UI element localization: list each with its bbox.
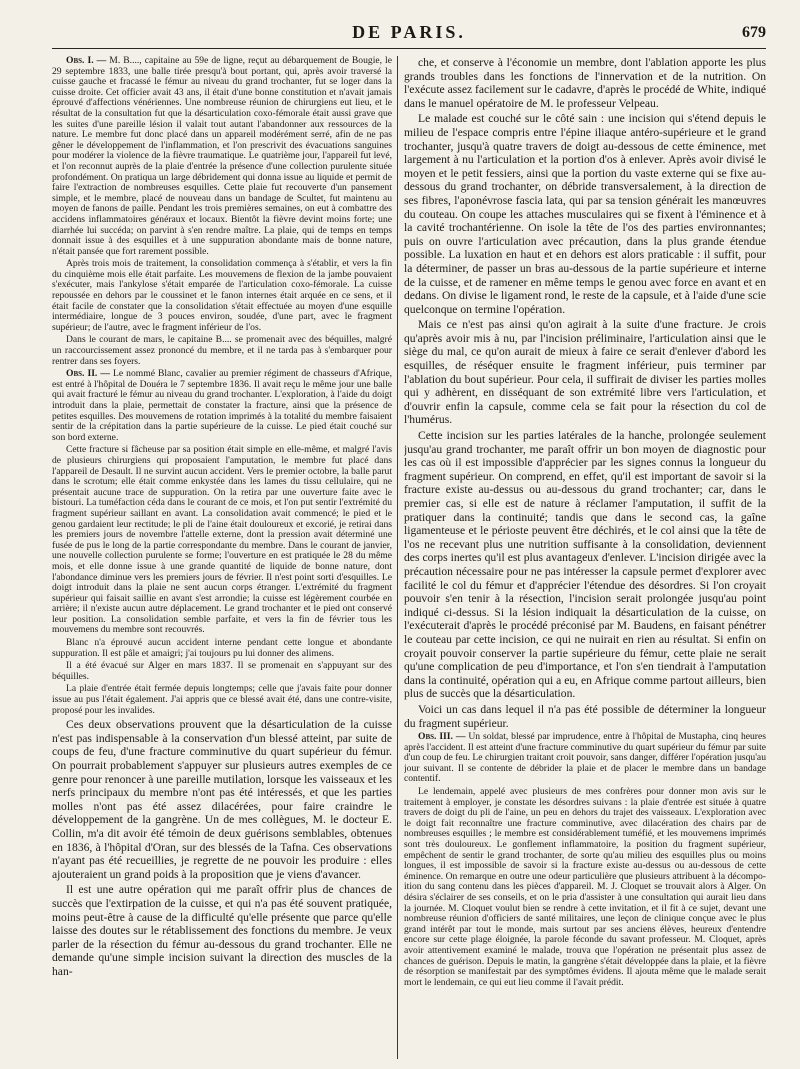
paragraph-text: M. B...., capitaine au 59e de ligne, reçut au débarquement de Bougie, le 29 septembre 1833, une balle tirée presqu'à bout portant, qui, après avoir traversé la cuisse gauche et fracassé le fémur au niveau du grand trochanter, fut se loger dans la cuisse droite. Cet officier avait 43 ans, il était d'une bonne constitution et n'avait jamais éprouvé d'affections vénériennes. Une nombreuse réunion de chirurgiens eut lieu, et le résultat de la consultation fut que la désarticulation coxo-fémorale était aussi grave que les suites d'une pareille lésion il valait tout autant l'abandonner aux ressources de la nature. Le membre fut donc placé dans un appareil modérément serré, afin de ne pas gêner le développement de l'inflammation, et l'on prescrivit des évacuations sanguines pour modérer la violence de la fièvre traumatique. Le quatrième jour, l'appareil fut levé, et l'on reconnut auprès de la plaie d'entrée la présence d'une collection purulente située profondément. On pratiqua un large débridement qui donna issue au liquide et permit de faire l'extraction de nombreuses esquilles. Cette plaie fut recouverte d'un pansement simple, et le membre, placé de nouveau dans un bandage de Scultet, fut maintenu au moyen de fanons de paille. Pendant les trois premières semaines, on eut à combattre des accidens inflammatoires généraux et locaux. Bientôt la fièvre devint moins forte; une diarrhée lui succéda; on parvint à s'en rendre maître. La plaie, qui de temps en temps donnait issue à des esquilles et à une suppuration abondante mais de bonne nature, n'était pansée que fort rarement possible.: [52, 56, 392, 257]
paragraph: [52, 661, 392, 682]
paragraph-text: Un soldat, blessé par imprudence, entre à l'hôpital de Mustapha, cinq heures après l'accident. Il est atteint d'une fracture comminutive du quart supérieur du fémur par suite d'un coup de feu. Le chirurgien traitant croit pouvoir, sans danger, différer l'opération jusqu'au jour suivant. Il se contente de débrider la plaie et de placer le membre dans un bandage contentif.: [404, 731, 766, 785]
newspaper-page: [52, 14, 766, 1059]
observation-label: Obs. III. —: [418, 731, 466, 743]
paragraph: Voici un cas dans lequel il n'a pas été possible de déterminer la longueur du fragment supérieur.: [404, 702, 766, 730]
paragraph: [52, 445, 392, 636]
observations-block-right: [404, 732, 766, 988]
observation-label: Obs. I. —: [66, 56, 107, 66]
page-number: 679: [742, 24, 766, 41]
discussion-block-right: [404, 56, 766, 730]
paragraph: Mais ce n'est pas ainsi qu'on agirait à la suite d'une fracture. Je crois qu'après avoir mis à nu, par l'incision préliminaire, l'articulation ainsi que le siège du mal, ce qu'on aurait de mieux à faire ce serait d'enlever d'abord les esquilles, de réséquer ensuite le fragment inférieur, puis terminer par l'ablation du bout supérieur. Pour cela, il suffirait de diviser les parties molles qui y adhèrent, en disséquant de son extrémité libre vers l'articulation, et d'ouvrir enfin la capsule, comme cela se fait pour la résection du col de l'humérus.: [404, 318, 766, 427]
paragraph: [52, 684, 392, 716]
paragraph: [52, 259, 392, 333]
paragraph-text: Dans le courant de mars, le capitaine B.... se promenait avec des béquilles, malgré un raccourcissement assez prononcé du membre, et il ne tarda pas à s'embarquer pour rentrer dans ses foyers.: [52, 334, 392, 367]
paragraph: [404, 787, 766, 988]
paragraph-text: La plaie d'entrée était fermée depuis longtemps; celle que j'avais faite pour donner issue au pus l'était également. J'ai appris que ce blessé avait été, dans une contre-visite, proposé pour les invalides.: [52, 683, 392, 716]
page-title: DE PARIS.: [352, 22, 466, 42]
paragraph-text: Cette fracture si fâcheuse par sa position était simple en elle-même, et malgré l'avis de plusieurs chirurgiens qui proposaient l'amputation, le membre fut placé dans l'appareil de Desault. Il ne survint aucun accident. Vers le premier octobre, la balle parut dans le scrotum; elle était comme enkystée dans les lames du tissu cellulaire, qui ne présentait aucune trace de suppuration. On la retira par une ouverture faite avec le bistouri. La tuméfaction céda dans le courant de ce mois, et l'on put sentir l'extrémité du fragment supérieur saillant en avant. La consolidation avait commencé; le pied et le genou gardaient leur rectitude; le pli de l'aine était douloureux et excorié, je retirai dans les premiers jours de novembre l'attelle externe, dont la pression avait déterminé une fusée de pus le long de la partie correspondante du membre. Dans le courant de janvier, une nouvelle collection purulente se forme; l'ouverture en est pratiquée le 28 du même mois, et elle donne issue à une grande quantité de liquide de bonne nature, dont l'abondance diminue vers les premiers jours de février. Il n'est point sorti d'esquilles. Le doigt introduit dans la plaie ne sent aucun corps étranger. L'extrémité du fragment supérieur qui faisait saillie en avant s'est arrondie; la cuisse est légèrement courbée en arrière; il n'existe aucun autre déplacement. Le grand trochanter et le pied ont conservé leur position. La consolidation semble parfaite, et vers la fin de février tous les mouvemens du membre sont recouvrés.: [52, 444, 392, 636]
paragraph: Il est une autre opération qui me paraît offrir plus de chances de succès que l'extirpation de la cuisse, et qui n'a pas été souvent pratiquée, moins peut-être à cause de la difficulté qu'elle présente que parce qu'elle laisse des doutes sur le rétablissement des fonctions du membre. Je veux parler de la résection du fémur au-dessous du grand trochanter. Elle ne demande qu'une simple incision suivant la direction des muscles de la han-: [52, 883, 392, 978]
text-columns: [52, 56, 766, 1059]
paragraph: [52, 638, 392, 659]
observations-block-left: [52, 56, 392, 716]
paragraph-text: Blanc n'a éprouvé aucun accident interne pendant cette longue et abondante suppuration. Il est pâle et amaigri; j'ai toujours pu lui donner des alimens.: [52, 637, 392, 659]
page-header: [52, 14, 766, 49]
column-rule: [397, 56, 398, 1059]
paragraph-text: Il a été évacué sur Alger en mars 1837. Il se promenait en s'appuyant sur des béquilles.: [52, 660, 392, 682]
paragraph-text: Le nommé Blanc, cavalier au premier régiment de chasseurs d'Afrique, est entré à l'hôpital de Douéra le 7 septembre 1836. Il avait reçu le même jour une balle qui avait fracturé le fémur au niveau du grand trochanter. L'exploration, à l'aide du doigt introduit dans la plaie, permettait de constater la fracture, ainsi que la présence de petites esquilles. Des mouvemens de rotation imprimés à la totalité du membre faisaient sentir de la crépitation dans la partie supérieure de la cuisse. Le pied était couché sur son bord externe.: [52, 368, 392, 443]
paragraph: [52, 335, 392, 367]
discussion-block-left: [52, 718, 392, 978]
paragraph: [52, 56, 392, 257]
paragraph: che, et conserve à l'économie un membre, dont l'ablation apporte les plus grands troubles dans les fonctions de l'innervation et de la nutrition. On l'exécute assez facilement sur le cadavre, d'après le procédé de White, indiqué dans le manuel opératoire de M. le professeur Velpeau.: [404, 56, 766, 110]
paragraph: Cette incision sur les parties latérales de la hanche, prolongée seulement jusqu'au grand trochanter, me paraît offrir un bon moyen de diagnostic pour les cas où il est impossible d'apprécier par les signes connus la longueur du fragment supérieur. On comprend, en effet, qu'il est important de savoir si la fracture existe au-dessus ou au-dessous du grand trochanter; car, dans le premier cas, si elle est de nature à réclamer l'amputation, il suffit de la pratiquer dans la continuité; tandis que dans le second cas, la gaîne ligamenteuse et le périoste peuvent être déchirés, et le col ainsi que la tête de l'os ne recevant plus une nutrition suffisante à la consolidation, deviennent des corps inertes qu'il est plus avantageux d'enlever. L'incision dirigée avec la précaution nécessaire pour ne pas intéresser la capsule permet d'explorer avec facilité le col du fémur et d'apprécier l'étendue des désordres. Si l'on croyait pouvoir s'en tenir à la résection, l'incision serait prolongée jusqu'au point indiqué ci-dessus. Si la lésion indiquait la désarticulation de la cuisse, on l'exécuterait d'après le procédé préconisé par M. Baudens, en faisant pénétrer le couteau par cette incision, ce qui ne nuirait en rien au résultat. Si enfin on croyait pouvoir conserver la partie supérieure du fémur, cette plaie ne serait qu'une complication de peu d'importance, et l'on s'en tiendrait à l'amputation dans la continuité, opération qui a eu, en Afrique comme partout ailleurs, bien plus de succès que la désarticulation.: [404, 429, 766, 701]
paragraph: Le malade est couché sur le côté sain : une incision qui s'étend depuis le milieu de l'espace compris entre l'épine iliaque antéro-supérieure et le grand trochanter, jusqu'à quatre travers de doigt au-dessous de cette éminence, met largement à nu l'articulation et la portion d'os à enlever. Après avoir divisé le moyen et le petit fessiers, ainsi que la portion du vaste externe qui se fixe au-dessous du grand trochanter, on débride transversalement, à la direction de ses fibres, l'aponévrose fascia lata, qui par sa tension générait les manœuvres du couteau. On coupe les attaches musculaires qui se fixent à l'éminence et à la cavité trochantérienne. On isole la tête de l'os des parties environnantes; puis on ouvre l'articulation avec précaution, dans la plus grande étendue possible. La luxation en haut et en dehors est alors praticable : il suffit, pour la déterminer, de passer un bras au-dessous de la partie supérieure et interne de la cuisse, et de ramener en même temps le genou avec force en avant et en dedans. On divise le ligament rond, le reste de la capsule, et à l'aide d'une scie quelconque on termine l'opération.: [404, 112, 766, 316]
paragraph: [52, 369, 392, 443]
observation-label: Obs. II. —: [66, 368, 110, 380]
paragraph-text: Après trois mois de traitement, la consolidation commença à s'établir, et vers la fin du cinquième mois elle était parfaite. Les mouvemens de flexion de la jambe pouvaient s'exécuter, mais l'ankylose s'était emparée de l'articulation coxo-fémorale. La cuisse repoussée en dehors par le coussinet et le fanon internes était arquée en ce sens, et il était facile de constater que la consolidation s'était effectuée au moyen d'une esquille intermédiaire, longue de 3 pouces environ, soudée, d'une part, avec le fragment supérieur; de l'autre, avec le fragment inférieur de l'os.: [52, 258, 392, 333]
paragraph-text: Le lendemain, appelé avec plusieurs de mes confrères pour donner mon avis sur le traitement à employer, je constate les désordres suivans : la plaie d'entrée est située à quatre travers de doigt du pli de l'aine, un peu en dehors du trajet des vaisseaux. L'exploration avec le doigt fait reconnaître une fracture comminutive, avec dilacération des chairs par de nombreuses esquilles ; le membre est considérablement tuméfié, et les mouvemens imprimés sont très douloureux. Le gonflement inflammatoire, la position du fragment supérieur, empêchent de sentir le grand trochanter, de sorte qu'au milieu des esquilles plus ou moins longues, il est impossible de savoir si la fracture existe au-dessus ou au-dessous de cette éminence. On remarque en outre une odeur particulière que plusieurs attribuent à la décompo-ition du sang contenu dans les pièces d'appareil. M. J. Cloquet se trouvait alors à Alger. On désira s'éclairer de ses conseils, et on le pria d'assister à une consultation qui aurait lieu dans la journée. M. Cloquet voulut bien se rendre à cette invitation, et il fit à ce sujet, devant une nombreuse réunion d'officiers de santé militaires, une leçon de clinique conçue avec le plus grand intérêt par tout le monde, mais surtout par ses anciens élèves, heureux d'entendre encore sur cette plage éloignée, la parole féconde du savant professeur. M. Cloquet, après avoir attentivement examiné le malade, trouva que l'opération ne présentait plus assez de chances de guérison. Depuis le matin, la gangrène s'était développée dans la plaie, et la fièvre de résorption se manifestait par des symptômes évidens. Il ajouta même que le malade serait mort le lendemain, ce qui eut lieu comme il l'avait prédit.: [404, 786, 766, 988]
left-column: [52, 56, 392, 1059]
right-column: [404, 56, 766, 1059]
paragraph: [404, 732, 766, 785]
paragraph: Ces deux observations prouvent que la désarticulation de la cuisse n'est pas indispensable à la conservation d'un blessé atteint, par suite de coups de feu, d'une fracture comminutive du quart supérieur du fémur. On pourrait probablement s'appuyer sur plusieurs autres exemples de ce genre pour renoncer à une pareille mutilation, lorsque les vaisseaux et les nerfs principaux du membre n'ont pas été intéressés, et que les parties molles n'ont pas été assez dilacérées, pour faire craindre le développement de la gangrène. Un de mes collègues, M. le docteur E. Collin, m'a dit avoir été témoin de deux guérisons semblables, obtenues en 1836, à l'hôpital d'Oran, sur des blessés de la Tafna. Ces observations n'ayant pas été recueillies, je regrette de ne pouvoir les produire : elles ajouteraient un grand poids à la proposition que je viens d'avancer.: [52, 718, 392, 881]
